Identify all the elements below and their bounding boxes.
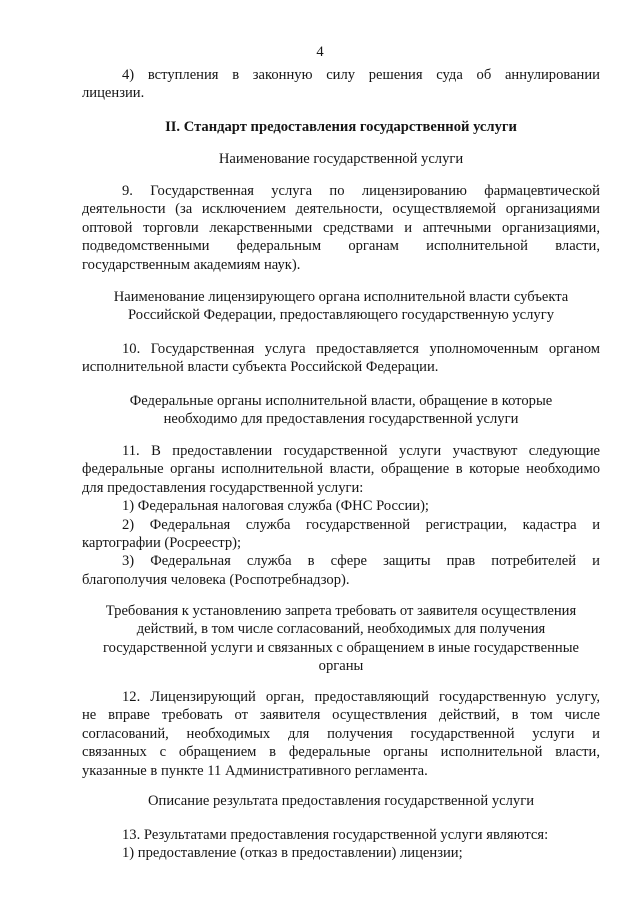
continuation-paragraph: 4) вступления в законную силу решения суда об аннулировании лицензии. <box>82 67 600 102</box>
page-number: 4 <box>316 44 324 60</box>
paragraph-10: 10. Государственная услуга предоставляется уполномоченным органом исполнительной власти субъекта Российской Федерации. <box>82 341 600 376</box>
list-item-fns: 1) Федеральная налоговая служба (ФНС России); <box>122 498 429 515</box>
paragraph-13: 13. Результатами предоставления государственной услуги являются: 1) предоставление (отказ в предоставлении) лицензии; <box>82 826 600 863</box>
heading-result: Описание результата предоставления государственной услуги <box>147 793 535 809</box>
heading-requirements: Требования к установлению запрета требовать от заявителя осуществления действий, в том числе согласований, необходимых для получения государственной услуги и связанных с обращением в иные государственные органы <box>102 603 579 675</box>
heading-licensing-organ: Наименование лицензирующего органа исполнительной власти субъекта Российской Федерации, предоставляющего государственную услугу <box>113 289 569 324</box>
heading-service-name: Наименование государственной услуги <box>218 151 464 167</box>
section-title: II. Стандарт предоставления государственной услуги <box>165 119 517 135</box>
list-item-license: 1) предоставление (отказ в предоставлении) лицензии; <box>122 845 463 862</box>
list-item-rospotrebnadzor: 3) Федеральная служба в сфере защиты прав потребителей и <box>122 553 600 570</box>
paragraph-12: 12. Лицензирующий орган, предоставляющий государственную услугу, не вправе требовать от заявителя осуществления действий, в том числе согласований, необходимых для получения государственной услуги и связанных с обращением в федеральные органы исполнительной власти, указанные в пункте 11 Административного регламента. <box>82 689 600 779</box>
list-item-rosreestr: 2) Федеральная служба государственной регистрации, кадастра и <box>122 516 600 533</box>
paragraph-9: 9. Государственная услуга по лицензированию фармацевтической деятельности (за исключением деятельности, осуществляемой организациями оптовой торговли лекарственными средствами и аптечными организациями, подведомственными федеральным органам исполнительной власти, государственным академиям наук). <box>82 183 600 273</box>
heading-federal-organs: Федеральные органы исполнительной власти, обращение в которые необходимо для предоставления государственной услуги <box>129 393 553 428</box>
paragraph-11: 11. В предоставлении государственной услуги участвуют следующие федеральные органы исполнительной власти, обращение в которые необходимо для предоставления государственной услуги: 1) Федеральная налоговая служба (ФНС России); 2) Федеральная служба государственной регистрации, кадастра и картографии (Росреестр); 3) Федеральная служба в сфере защиты прав потребителей и благополучия человека (Роспотребнадзор). <box>82 443 600 588</box>
